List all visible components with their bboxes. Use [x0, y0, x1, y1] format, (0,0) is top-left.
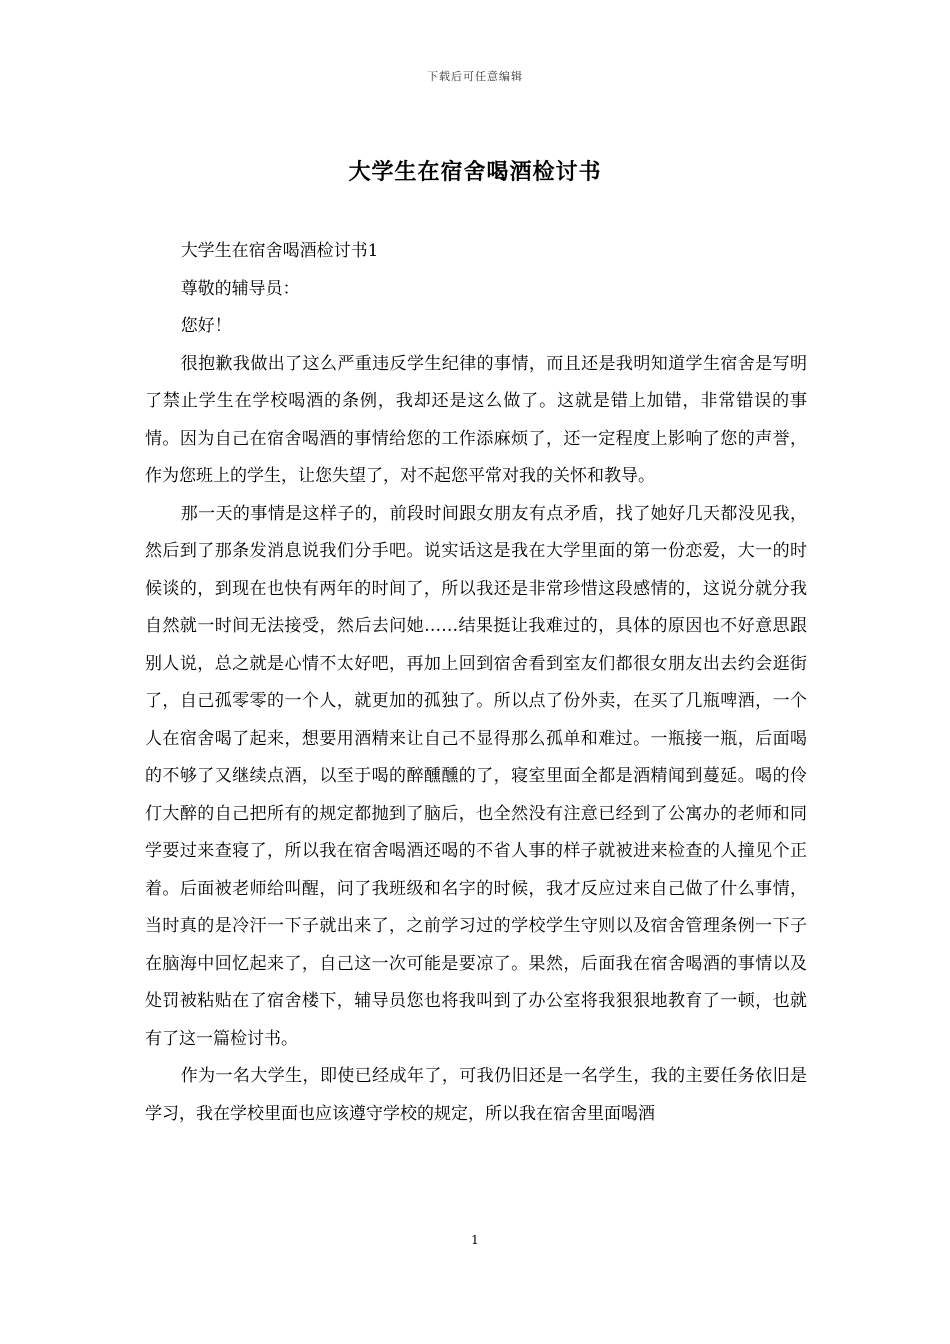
document-body [145, 233, 807, 1133]
paragraph: 作为一名大学生，即使已经成年了，可我仍旧还是一名学生，我的主要任务依旧是学习，我在学校里面也应该遵守学校的规定，所以我在宿舍里面喝酒 [145, 1066, 807, 1124]
salutation: 尊敬的辅导员： [180, 278, 300, 299]
page-number: 1 [471, 1233, 479, 1247]
greeting: 您好！ [180, 316, 232, 336]
page-title: 大学生在宿舍喝酒检讨书 [348, 159, 602, 185]
header-note: 下载后可任意编辑 [427, 70, 523, 83]
paragraph: 那一天的事情是这样子的，前段时间跟女朋友有点矛盾，找了她好几天都没见我，然后到了那条发消息说我们分手吧。说实话这是我在大学里面的第一份恋爱，大一的时候谈的，到现在也快有两年的时间了，所以我还是非常珍惜这段感情的，这说分就分我自然就一时间无法接受，然后去问她……结果挺让我难过的，具体的原因也不好意思跟别人说，总之就是心情不太好吧，再加上回到宿舍看到室友们都很女朋友出去约会逛街了，自己孤零零的一个人，就更加的孤独了。所以点了份外卖，在买了几瓶啤酒，一个人在宿舍喝了起来，想要用酒精来让自己不显得那么孤单和难过。一瓶接一瓶，后面喝的不够了又继续点酒，以至于喝的醉醺醺的了，寝室里面全都是酒精闻到蔓延。喝的伶仃大醉的自己把所有的规定都抛到了脑后，也全然没有注意已经到了公寓办的老师和同学要过来查寝了，所以我在宿舍喝酒还喝的不省人事的样子就被进来检查的人撞见个正着。后面被老师给叫醒，问了我班级和名字的时候，我才反应过来自己做了什么事情，当时真的是冷汗一下子就出来了，之前学习过的学校学生守则以及宿舍管理条例一下子在脑海中回忆起来了，自己这一次可能是要凉了。果然，后面我在宿舍喝酒的事情以及处罚被粘贴在了宿舍楼下，辅导员您也将我叫到了办公室将我狠狠地教育了一顿，也就有了这一篇检讨书。 [145, 503, 807, 1049]
subtitle-line: 大学生在宿舍喝酒检讨书1 [180, 241, 379, 261]
paragraph: 很抱歉我做出了这么严重违反学生纪律的事情，而且还是我明知道学生宿舍是写明了禁止学生在学校喝酒的条例，我却还是这么做了。这就是错上加错，非常错误的事情。因为自己在宿舍喝酒的事情给您的工作添麻烦了，还一定程度上影响了您的声誉，作为您班上的学生，让您失望了，对不起您平常对我的关怀和教导。 [145, 353, 807, 486]
